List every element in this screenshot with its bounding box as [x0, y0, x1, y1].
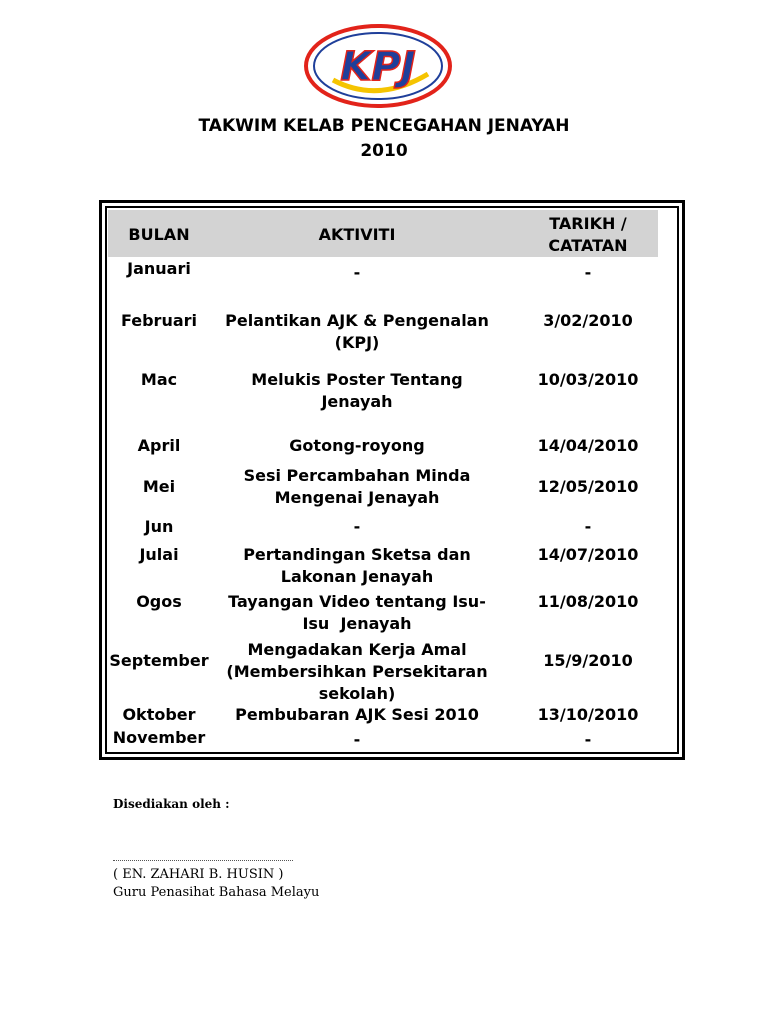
prepared-by-label: Disediakan oleh :: [113, 797, 230, 811]
row-februari-aktiviti-line1: Pelantikan AJK & Pengenalan: [225, 311, 489, 330]
signature-line: [113, 860, 293, 861]
row-mac-aktiviti: [212, 369, 502, 413]
row-januari-aktiviti: -: [353, 263, 361, 282]
row-september-aktiviti-line3: sekolah): [318, 684, 396, 703]
header-tarikh: [502, 212, 674, 258]
row-september-tarikh: 15/9/2010: [543, 651, 633, 670]
row-ogos-aktiviti: [212, 591, 502, 635]
svg-text:KPJ: KPJ: [340, 44, 416, 90]
row-jun-aktiviti: -: [353, 517, 361, 536]
row-mei-tarikh: 12/05/2010: [537, 477, 639, 496]
row-julai-aktiviti: [212, 544, 502, 588]
row-september-aktiviti-line2: (Membersihkan Persekitaran: [226, 662, 488, 681]
header-bulan: BULAN: [128, 225, 190, 244]
row-jun-tarikh: -: [584, 517, 592, 536]
signer-role: Guru Penasihat Bahasa Melayu: [113, 885, 320, 900]
row-oktober-aktiviti: Pembubaran AJK Sesi 2010: [235, 705, 479, 724]
row-september-aktiviti: [212, 639, 502, 705]
row-september-aktiviti-line1: Mengadakan Kerja Amal: [247, 640, 467, 659]
row-ogos-aktiviti-line2: Isu Jenayah: [302, 614, 412, 633]
row-november-tarikh: -: [584, 730, 592, 749]
row-mei-aktiviti-line2: Mengenai Jenayah: [274, 488, 440, 507]
row-januari-bulan: Januari: [127, 259, 191, 278]
row-jun-bulan: Jun: [144, 517, 174, 536]
row-november-bulan: November: [112, 728, 206, 747]
row-mac-tarikh: 10/03/2010: [537, 370, 639, 389]
row-julai-aktiviti-line2: Lakonan Jenayah: [280, 567, 434, 586]
row-februari-aktiviti-line2: (KPJ): [334, 333, 380, 352]
row-oktober-tarikh: 13/10/2010: [537, 705, 639, 724]
row-januari-tarikh: -: [584, 263, 592, 282]
header-aktiviti: AKTIVITI: [318, 225, 396, 244]
row-mac-aktiviti-line1: Melukis Poster Tentang: [251, 370, 463, 389]
header-tarikh-line1: TARIKH /: [549, 214, 627, 233]
row-julai-tarikh: 14/07/2010: [537, 545, 639, 564]
row-mac-bulan: Mac: [140, 370, 178, 389]
row-februari-tarikh: 3/02/2010: [543, 311, 633, 330]
page-title-year: 2010: [360, 141, 408, 161]
row-ogos-tarikh: 11/08/2010: [537, 592, 639, 611]
row-september-bulan: September: [109, 651, 209, 670]
row-ogos-aktiviti-line1: Tayangan Video tentang Isu-: [228, 592, 486, 611]
page-title: TAKWIM KELAB PENCEGAHAN JENAYAH: [198, 116, 570, 136]
row-mei-aktiviti-line1: Sesi Percambahan Minda: [243, 466, 471, 485]
row-april-tarikh: 14/04/2010: [537, 436, 639, 455]
row-oktober-bulan: Oktober: [122, 705, 196, 724]
row-julai-aktiviti-line1: Pertandingan Sketsa dan: [243, 545, 471, 564]
row-julai-bulan: Julai: [139, 545, 179, 564]
row-februari-bulan: Februari: [120, 311, 198, 330]
row-februari-aktiviti: [212, 310, 502, 354]
row-november-aktiviti: -: [353, 730, 361, 749]
header-tarikh-line2: CATATAN: [548, 236, 628, 255]
signer-name: ( EN. ZAHARI B. HUSIN ): [113, 867, 284, 882]
row-april-aktiviti: Gotong-royong: [289, 436, 425, 455]
row-mei-aktiviti: [212, 465, 502, 509]
row-ogos-bulan: Ogos: [136, 592, 182, 611]
kpj-logo: [303, 22, 453, 110]
row-april-bulan: April: [137, 436, 181, 455]
row-mac-aktiviti-line2: Jenayah: [321, 392, 393, 411]
row-mei-bulan: Mei: [142, 477, 176, 496]
